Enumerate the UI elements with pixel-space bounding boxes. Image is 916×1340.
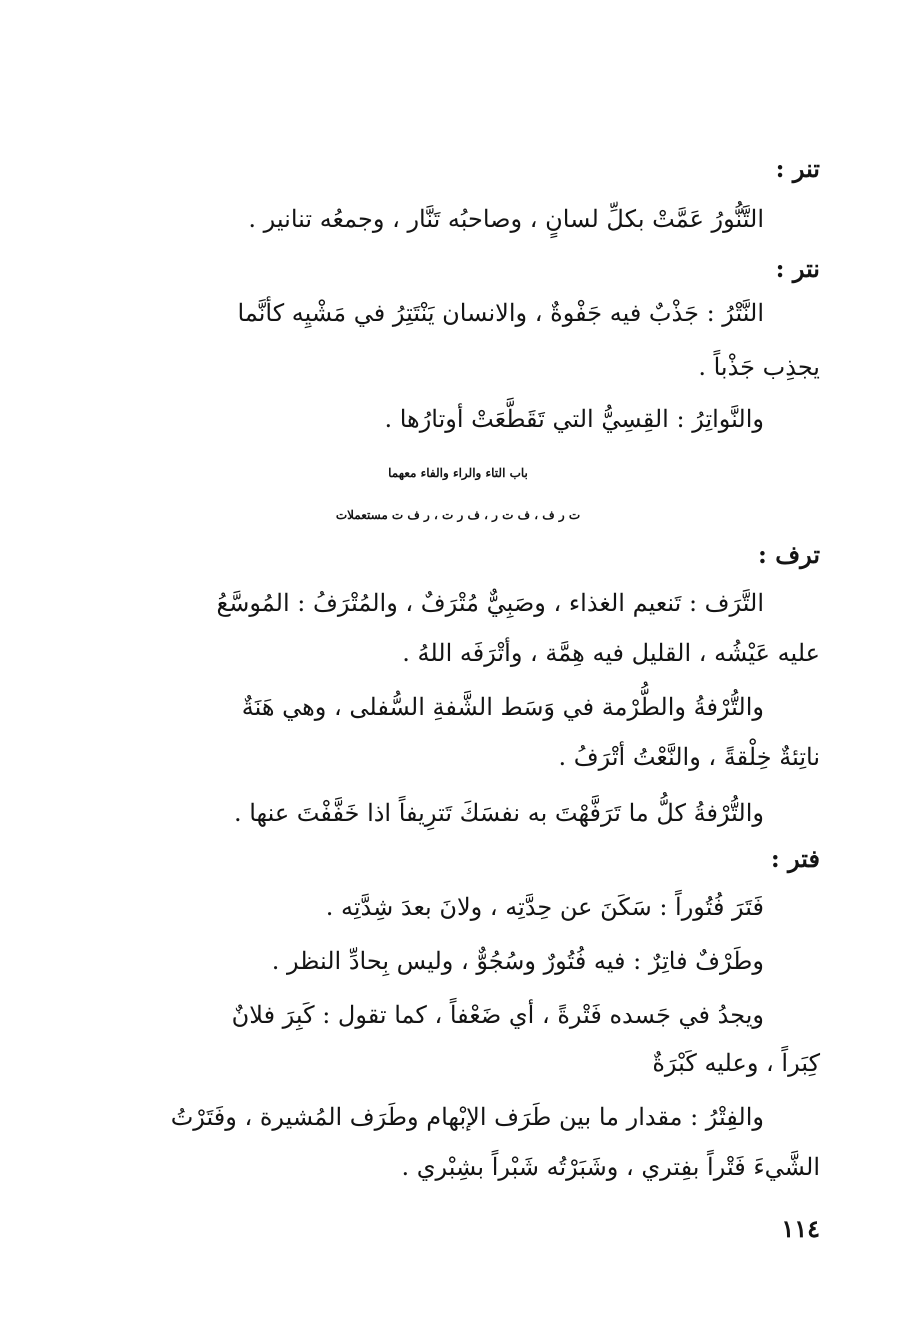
chapter-subtitle: ت ر ف ، ف ت ر ، ف ر ت ، ر ف ت مستعملات bbox=[335, 508, 581, 522]
entry-heading-ftr: فتر : bbox=[770, 844, 820, 873]
text-line: والنَّواتِرُ : القِسِيُّ التي تَقَطَّعَتْ أوتارُها . bbox=[384, 405, 764, 433]
text-line: الشَّيءَ فَتْراً بفِتري ، وشَبَرْتُه شَبْراً بشِبْري . bbox=[401, 1153, 820, 1181]
text-line: والتُّرْفةُ كلُّ ما تَرَفَّهْتَ به نفسَكَ تَترِيفاً اذا خَفَّفْتَ عنها . bbox=[233, 799, 764, 827]
entry-heading-ntr: نتر : bbox=[775, 254, 820, 283]
text-line: النَّتْرُ : جَذْبٌ فيه جَفْوةٌ ، والانسان يَنْتَتِرُ في مَشْيِه كأنَّما bbox=[237, 299, 764, 327]
text-line: والتُّرْفةُ والطُّرْمة في وَسَط الشَّفةِ السُّفلى ، وهي هَنَةٌ bbox=[241, 693, 764, 721]
text-line: ويجدُ في جَسده فَتْرةً ، أي ضَعْفاً ، كما تقول : كَبِرَ فلانٌ bbox=[231, 1001, 764, 1029]
text-line: عليه عَيْشُه ، القليل فيه هِمَّة ، وأتْرَفَه اللهُ . bbox=[402, 639, 820, 667]
text-line: التَّرَف : تَنعيم الغذاء ، وصَبِيٌّ مُتْرَفٌ ، والمُتْرَفُ : المُوسَّعُ bbox=[216, 589, 764, 617]
text-line: فَتَرَ فُتُوراً : سَكَنَ عن حِدَّتِه ، ولانَ بعدَ شِدَّتِه . bbox=[325, 893, 764, 921]
text-line: والفِتْرُ : مقدار ما بين طَرَف الإبْهام وطَرَف المُشيرة ، وفَتَرْتُ bbox=[170, 1103, 764, 1131]
chapter-title: باب التاء والراء والفاء معهما bbox=[388, 466, 528, 480]
entry-heading-trf: ترف : bbox=[757, 540, 820, 569]
entry-heading-tnr: تنر : bbox=[775, 154, 820, 183]
text-line: ناتِئةٌ خِلْقةً ، والنَّعْتُ أتْرَفُ . bbox=[558, 743, 820, 771]
page-number: ١١٤ bbox=[781, 1214, 820, 1243]
text-line: كِبَراً ، وعليه كَبْرَةٌ bbox=[652, 1049, 820, 1077]
text-line: التَّنُّورُ عَمَّتْ بكلِّ لسانٍ ، وصاحبُه تَنَّار ، وجمعُه تنانير . bbox=[248, 205, 764, 233]
text-line: وطَرْفٌ فاتِرٌ : فيه فُتُورٌ وسُجُوٌّ ، وليس بِحادِّ النظر . bbox=[271, 947, 764, 975]
text-line: يجذِب جَذْباً . bbox=[698, 353, 820, 381]
